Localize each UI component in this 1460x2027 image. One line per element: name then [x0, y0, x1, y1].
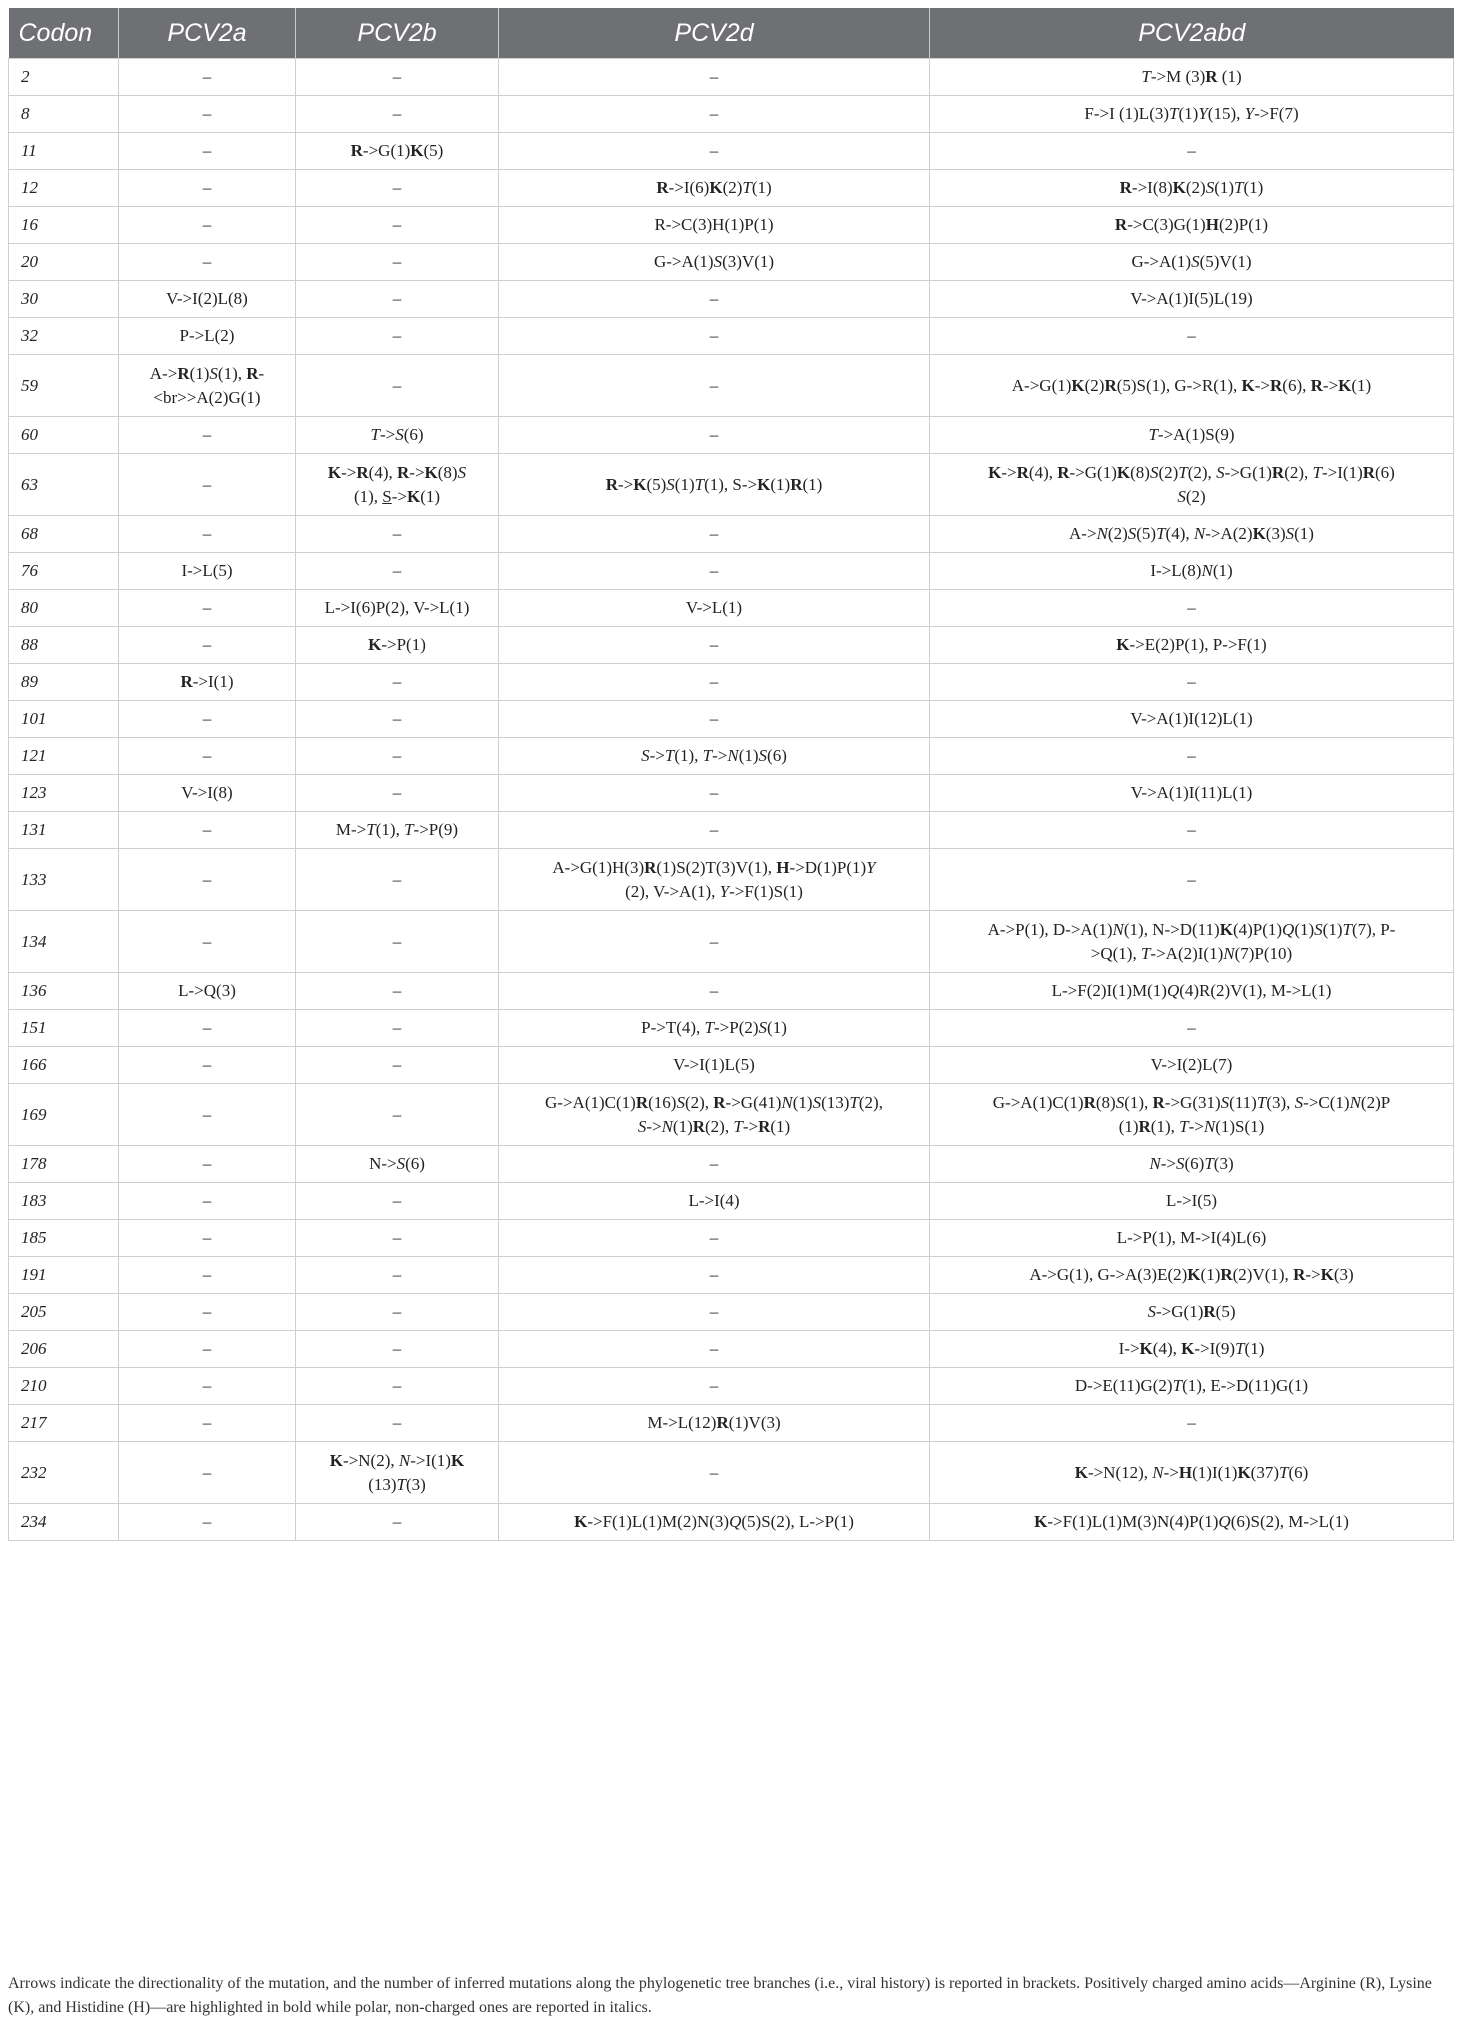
- table-row: [9, 244, 1454, 281]
- cell-codon: 60: [9, 417, 119, 454]
- table-row: [9, 454, 1454, 516]
- cell-pcv2d: –: [499, 1257, 930, 1294]
- cell-pcv2a: –: [119, 1294, 296, 1331]
- cell-codon: 8: [9, 96, 119, 133]
- cell-pcv2abd: K->E(2)P(1), P->F(1): [930, 627, 1454, 664]
- cell-pcv2a: R->I(1): [119, 664, 296, 701]
- cell-pcv2a: I->L(5): [119, 553, 296, 590]
- cell-pcv2abd: G->A(1)C(1)R(8)S(1), R->G(31)S(11)T(3), S->C(1)N(2)P (1)R(1), T->N(1)S(1): [930, 1084, 1454, 1146]
- cell-codon: 210: [9, 1368, 119, 1405]
- header-pcv2d: PCV2d: [499, 8, 930, 59]
- cell-pcv2abd: A->N(2)S(5)T(4), N->A(2)K(3)S(1): [930, 516, 1454, 553]
- cell-pcv2a: –: [119, 1010, 296, 1047]
- cell-pcv2d: L->I(4): [499, 1183, 930, 1220]
- cell-codon: 11: [9, 133, 119, 170]
- cell-pcv2d: –: [499, 96, 930, 133]
- cell-pcv2b: T->S(6): [296, 417, 499, 454]
- cell-codon: 121: [9, 738, 119, 775]
- table-row: [9, 664, 1454, 701]
- cell-pcv2a: –: [119, 849, 296, 911]
- cell-codon: 12: [9, 170, 119, 207]
- table-row: [9, 973, 1454, 1010]
- cell-codon: 217: [9, 1405, 119, 1442]
- cell-pcv2d: –: [499, 911, 930, 973]
- cell-pcv2d: –: [499, 812, 930, 849]
- cell-pcv2abd: D->E(11)G(2)T(1), E->D(11)G(1): [930, 1368, 1454, 1405]
- cell-pcv2b: –: [296, 1220, 499, 1257]
- cell-pcv2abd: –: [930, 849, 1454, 911]
- cell-pcv2b: –: [296, 281, 499, 318]
- table-row: [9, 849, 1454, 911]
- cell-pcv2d: V->I(1)L(5): [499, 1047, 930, 1084]
- cell-codon: 68: [9, 516, 119, 553]
- cell-pcv2d: –: [499, 1331, 930, 1368]
- cell-pcv2a: A->R(1)S(1), R-<br>>A(2)G(1): [119, 355, 296, 417]
- table-row: [9, 738, 1454, 775]
- cell-codon: 206: [9, 1331, 119, 1368]
- cell-pcv2abd: –: [930, 812, 1454, 849]
- cell-pcv2a: –: [119, 1405, 296, 1442]
- cell-pcv2d: –: [499, 1220, 930, 1257]
- table-row: [9, 1504, 1454, 1541]
- cell-pcv2abd: –: [930, 738, 1454, 775]
- table-row: [9, 1442, 1454, 1504]
- cell-pcv2abd: V->I(2)L(7): [930, 1047, 1454, 1084]
- cell-codon: 166: [9, 1047, 119, 1084]
- table-row: [9, 627, 1454, 664]
- cell-pcv2a: –: [119, 516, 296, 553]
- cell-codon: 169: [9, 1084, 119, 1146]
- cell-codon: 136: [9, 973, 119, 1010]
- table-footnote: Arrows indicate the directionality of the mutation, and the number of inferred mutations along the phylogenetic tree branches (i.e., viral history) is reported in brackets. Positively charged amino acids—Arginine (R), Lysine (K), and Histidine (H)—are highlighted in bold while polar, non-charged ones are reported in italics.: [8, 1975, 1432, 2016]
- cell-pcv2abd: N->S(6)T(3): [930, 1146, 1454, 1183]
- cell-pcv2b: –: [296, 664, 499, 701]
- cell-pcv2abd: –: [930, 1405, 1454, 1442]
- cell-pcv2d: R->K(5)S(1)T(1), S->K(1)R(1): [499, 454, 930, 516]
- table-row: [9, 355, 1454, 417]
- cell-pcv2abd: –: [930, 133, 1454, 170]
- cell-codon: 59: [9, 355, 119, 417]
- header-pcv2abd: PCV2abd: [930, 8, 1454, 59]
- cell-pcv2b: –: [296, 59, 499, 96]
- cell-pcv2a: –: [119, 1220, 296, 1257]
- cell-pcv2b: –: [296, 1405, 499, 1442]
- cell-pcv2abd: R->C(3)G(1)H(2)P(1): [930, 207, 1454, 244]
- cell-pcv2b: –: [296, 318, 499, 355]
- cell-pcv2d: G->A(1)S(3)V(1): [499, 244, 930, 281]
- table-row: [9, 1294, 1454, 1331]
- cell-pcv2d: –: [499, 355, 930, 417]
- cell-pcv2d: –: [499, 775, 930, 812]
- cell-pcv2d: K->F(1)L(1)M(2)N(3)Q(5)S(2), L->P(1): [499, 1504, 930, 1541]
- cell-pcv2d: M->L(12)R(1)V(3): [499, 1405, 930, 1442]
- cell-pcv2abd: T->M (3)R (1): [930, 59, 1454, 96]
- cell-pcv2abd: A->G(1)K(2)R(5)S(1), G->R(1), K->R(6), R->K(1): [930, 355, 1454, 417]
- cell-codon: 178: [9, 1146, 119, 1183]
- cell-pcv2d: A->G(1)H(3)R(1)S(2)T(3)V(1), H->D(1)P(1)Y (2), V->A(1), Y->F(1)S(1): [499, 849, 930, 911]
- cell-pcv2a: –: [119, 96, 296, 133]
- cell-pcv2d: –: [499, 1146, 930, 1183]
- cell-pcv2b: –: [296, 207, 499, 244]
- cell-pcv2a: V->I(2)L(8): [119, 281, 296, 318]
- cell-pcv2abd: L->P(1), M->I(4)L(6): [930, 1220, 1454, 1257]
- cell-pcv2a: –: [119, 1183, 296, 1220]
- cell-pcv2a: –: [119, 1504, 296, 1541]
- cell-pcv2b: –: [296, 849, 499, 911]
- cell-pcv2d: R->C(3)H(1)P(1): [499, 207, 930, 244]
- mutation-table: [8, 8, 1454, 1541]
- cell-pcv2b: –: [296, 775, 499, 812]
- cell-pcv2b: –: [296, 1368, 499, 1405]
- cell-pcv2a: –: [119, 207, 296, 244]
- cell-pcv2abd: V->A(1)I(5)L(19): [930, 281, 1454, 318]
- table-row: [9, 1405, 1454, 1442]
- cell-pcv2a: –: [119, 1257, 296, 1294]
- cell-pcv2abd: L->F(2)I(1)M(1)Q(4)R(2)V(1), M->L(1): [930, 973, 1454, 1010]
- cell-pcv2d: –: [499, 553, 930, 590]
- table-row: [9, 911, 1454, 973]
- cell-pcv2b: K->N(2), N->I(1)K (13)T(3): [296, 1442, 499, 1504]
- cell-pcv2b: –: [296, 1010, 499, 1047]
- table-row: [9, 516, 1454, 553]
- cell-pcv2b: –: [296, 911, 499, 973]
- cell-pcv2abd: T->A(1)S(9): [930, 417, 1454, 454]
- table-row: [9, 133, 1454, 170]
- cell-pcv2b: –: [296, 973, 499, 1010]
- table-row: [9, 1368, 1454, 1405]
- header-codon: Codon: [9, 8, 119, 59]
- cell-pcv2d: –: [499, 973, 930, 1010]
- table-row: [9, 590, 1454, 627]
- cell-pcv2d: P->T(4), T->P(2)S(1): [499, 1010, 930, 1047]
- cell-pcv2abd: K->N(12), N->H(1)I(1)K(37)T(6): [930, 1442, 1454, 1504]
- cell-pcv2a: –: [119, 1084, 296, 1146]
- cell-pcv2a: –: [119, 1146, 296, 1183]
- cell-pcv2abd: I->K(4), K->I(9)T(1): [930, 1331, 1454, 1368]
- cell-codon: 191: [9, 1257, 119, 1294]
- header-row: [9, 8, 1454, 59]
- cell-pcv2b: –: [296, 355, 499, 417]
- cell-pcv2b: K->R(4), R->K(8)S (1), S->K(1): [296, 454, 499, 516]
- mutation-table-container: [8, 8, 1453, 1541]
- table-row: [9, 318, 1454, 355]
- cell-codon: 76: [9, 553, 119, 590]
- cell-pcv2d: –: [499, 281, 930, 318]
- table-body: [9, 59, 1454, 1541]
- cell-codon: 205: [9, 1294, 119, 1331]
- cell-pcv2a: –: [119, 1331, 296, 1368]
- cell-pcv2a: –: [119, 454, 296, 516]
- cell-pcv2abd: S->G(1)R(5): [930, 1294, 1454, 1331]
- cell-pcv2abd: K->F(1)L(1)M(3)N(4)P(1)Q(6)S(2), M->L(1): [930, 1504, 1454, 1541]
- cell-codon: 101: [9, 701, 119, 738]
- cell-pcv2a: P->L(2): [119, 318, 296, 355]
- cell-codon: 131: [9, 812, 119, 849]
- cell-pcv2d: S->T(1), T->N(1)S(6): [499, 738, 930, 775]
- cell-pcv2abd: K->R(4), R->G(1)K(8)S(2)T(2), S->G(1)R(2), T->I(1)R(6) S(2): [930, 454, 1454, 516]
- cell-pcv2b: N->S(6): [296, 1146, 499, 1183]
- cell-codon: 89: [9, 664, 119, 701]
- cell-codon: 88: [9, 627, 119, 664]
- cell-pcv2b: –: [296, 170, 499, 207]
- cell-pcv2d: –: [499, 59, 930, 96]
- cell-pcv2abd: F->I (1)L(3)T(1)Y(15), Y->F(7): [930, 96, 1454, 133]
- cell-pcv2abd: I->L(8)N(1): [930, 553, 1454, 590]
- cell-codon: 134: [9, 911, 119, 973]
- cell-pcv2a: –: [119, 417, 296, 454]
- cell-pcv2abd: –: [930, 590, 1454, 627]
- cell-codon: 133: [9, 849, 119, 911]
- table-row: [9, 1084, 1454, 1146]
- cell-codon: 2: [9, 59, 119, 96]
- cell-pcv2b: –: [296, 1331, 499, 1368]
- table-row: [9, 1220, 1454, 1257]
- cell-pcv2a: –: [119, 738, 296, 775]
- cell-pcv2b: –: [296, 553, 499, 590]
- cell-codon: 30: [9, 281, 119, 318]
- cell-pcv2b: R->G(1)K(5): [296, 133, 499, 170]
- cell-pcv2d: –: [499, 627, 930, 664]
- table-row: [9, 1047, 1454, 1084]
- cell-pcv2a: –: [119, 812, 296, 849]
- cell-pcv2d: –: [499, 516, 930, 553]
- table-row: [9, 553, 1454, 590]
- cell-pcv2b: –: [296, 1084, 499, 1146]
- cell-pcv2b: –: [296, 1047, 499, 1084]
- cell-codon: 32: [9, 318, 119, 355]
- cell-pcv2b: –: [296, 96, 499, 133]
- cell-codon: 123: [9, 775, 119, 812]
- cell-codon: 63: [9, 454, 119, 516]
- cell-pcv2abd: R->I(8)K(2)S(1)T(1): [930, 170, 1454, 207]
- cell-pcv2abd: –: [930, 318, 1454, 355]
- cell-pcv2d: G->A(1)C(1)R(16)S(2), R->G(41)N(1)S(13)T(2), S->N(1)R(2), T->R(1): [499, 1084, 930, 1146]
- header-pcv2b: PCV2b: [296, 8, 499, 59]
- cell-pcv2b: –: [296, 1294, 499, 1331]
- cell-codon: 80: [9, 590, 119, 627]
- cell-pcv2d: –: [499, 1294, 930, 1331]
- cell-pcv2d: –: [499, 701, 930, 738]
- cell-pcv2a: –: [119, 59, 296, 96]
- cell-pcv2a: –: [119, 244, 296, 281]
- table-row: [9, 207, 1454, 244]
- cell-pcv2b: L->I(6)P(2), V->L(1): [296, 590, 499, 627]
- cell-codon: 185: [9, 1220, 119, 1257]
- cell-pcv2d: V->L(1): [499, 590, 930, 627]
- cell-pcv2abd: V->A(1)I(12)L(1): [930, 701, 1454, 738]
- cell-pcv2b: M->T(1), T->P(9): [296, 812, 499, 849]
- table-row: [9, 1146, 1454, 1183]
- cell-pcv2a: V->I(8): [119, 775, 296, 812]
- cell-pcv2d: R->I(6)K(2)T(1): [499, 170, 930, 207]
- table-row: [9, 96, 1454, 133]
- cell-pcv2b: –: [296, 1257, 499, 1294]
- table-row: [9, 1331, 1454, 1368]
- cell-pcv2b: –: [296, 1183, 499, 1220]
- cell-pcv2d: –: [499, 417, 930, 454]
- table-row: [9, 1183, 1454, 1220]
- table-row: [9, 701, 1454, 738]
- cell-pcv2a: –: [119, 590, 296, 627]
- cell-pcv2d: –: [499, 1442, 930, 1504]
- cell-pcv2a: –: [119, 1047, 296, 1084]
- cell-pcv2a: L->Q(3): [119, 973, 296, 1010]
- cell-codon: 183: [9, 1183, 119, 1220]
- cell-codon: 151: [9, 1010, 119, 1047]
- cell-pcv2a: –: [119, 627, 296, 664]
- cell-codon: 232: [9, 1442, 119, 1504]
- cell-codon: 20: [9, 244, 119, 281]
- cell-pcv2b: –: [296, 516, 499, 553]
- table-row: [9, 281, 1454, 318]
- cell-pcv2a: –: [119, 1368, 296, 1405]
- table-row: [9, 812, 1454, 849]
- cell-pcv2abd: –: [930, 664, 1454, 701]
- table-row: [9, 775, 1454, 812]
- cell-pcv2a: –: [119, 701, 296, 738]
- cell-pcv2b: –: [296, 1504, 499, 1541]
- table-row: [9, 1010, 1454, 1047]
- cell-pcv2abd: A->G(1), G->A(3)E(2)K(1)R(2)V(1), R->K(3): [930, 1257, 1454, 1294]
- cell-pcv2abd: V->A(1)I(11)L(1): [930, 775, 1454, 812]
- cell-pcv2d: –: [499, 318, 930, 355]
- cell-pcv2abd: G->A(1)S(5)V(1): [930, 244, 1454, 281]
- header-pcv2a: PCV2a: [119, 8, 296, 59]
- cell-codon: 16: [9, 207, 119, 244]
- cell-pcv2abd: L->I(5): [930, 1183, 1454, 1220]
- cell-pcv2abd: –: [930, 1010, 1454, 1047]
- cell-pcv2a: –: [119, 1442, 296, 1504]
- table-row: [9, 1257, 1454, 1294]
- table-row: [9, 59, 1454, 96]
- cell-codon: 234: [9, 1504, 119, 1541]
- table-row: [9, 417, 1454, 454]
- cell-pcv2b: –: [296, 244, 499, 281]
- cell-pcv2abd: A->P(1), D->A(1)N(1), N->D(11)K(4)P(1)Q(1)S(1)T(7), P- >Q(1), T->A(2)I(1)N(7)P(10): [930, 911, 1454, 973]
- cell-pcv2a: –: [119, 133, 296, 170]
- cell-pcv2a: –: [119, 170, 296, 207]
- cell-pcv2b: –: [296, 738, 499, 775]
- cell-pcv2d: –: [499, 664, 930, 701]
- cell-pcv2b: K->P(1): [296, 627, 499, 664]
- table-row: [9, 170, 1454, 207]
- cell-pcv2b: –: [296, 701, 499, 738]
- cell-pcv2d: –: [499, 1368, 930, 1405]
- cell-pcv2a: –: [119, 911, 296, 973]
- cell-pcv2d: –: [499, 133, 930, 170]
